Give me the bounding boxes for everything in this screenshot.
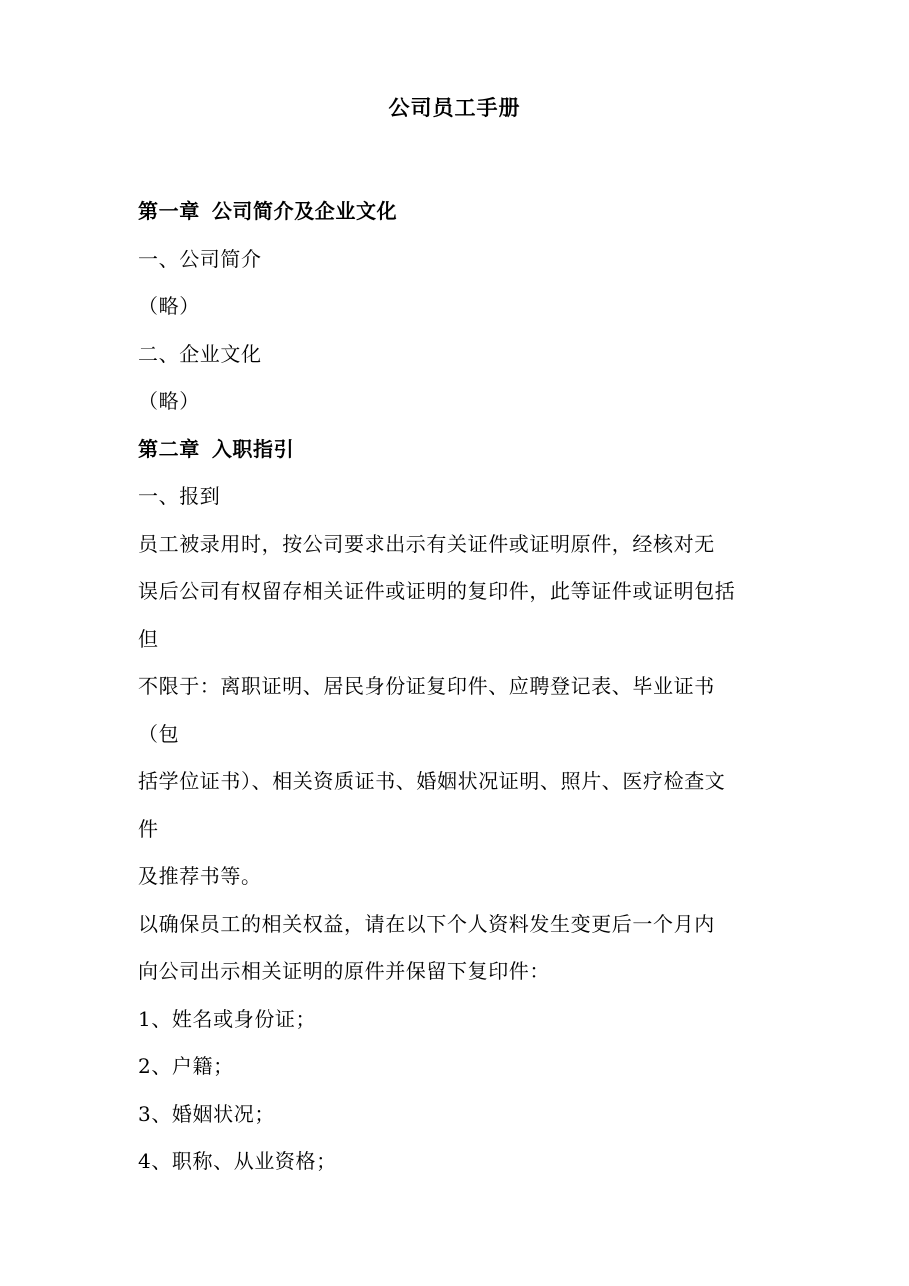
document-body [138,188,778,1186]
paragraph-line: 误后公司有权留存相关证件或证明的复印件，此等证件或证明包括 [138,579,736,603]
paragraph-line: 向公司出示相关证明的原件并保留下复印件： [138,959,550,983]
paragraph-line: 以确保员工的相关权益，请在以下个人资料发生变更后一个月内 [138,911,715,936]
paragraph-line: （包 [138,721,180,746]
paragraph-line: 括学位证书）、相关资质证书、婚姻状况证明、照片、医疗检查文 [138,769,726,793]
chapter-1-title: 公司简介及企业文化 [211,199,398,223]
chapter-2-title: 入职指引 [211,436,295,461]
list-item: 4、职称、从业资格； [138,1149,337,1173]
paragraph-line: 但 [138,626,159,651]
paragraph-line: 员工被录用时，按公司要求出示有关证件或证明原件，经核对无 [138,531,715,556]
paragraph-line: 不限于：离职证明、居民身份证复印件、应聘登记表、毕业证书 [138,674,715,698]
section-company-intro-heading: 一、公司简介 [138,246,262,271]
chapter-2-heading [138,426,778,474]
section-company-intro-body: （略） [138,294,200,318]
list-item: 2、户籍； [138,1054,234,1078]
chapter-1-label: 第一章 [138,199,200,223]
section-report-heading: 一、报到 [138,484,221,508]
paragraph-line: 件 [138,816,159,841]
chapter-2-label: 第二章 [138,436,200,461]
paragraph-line: 及推荐书等。 [138,864,262,888]
section-culture-body: （略） [138,389,200,413]
section-culture-heading: 二、企业文化 [138,341,262,366]
list-item: 1、姓名或身份证； [138,1006,317,1031]
chapter-1-heading [138,188,778,236]
document-title: 公司员工手册 [388,95,521,120]
list-item: 3、婚姻状况； [138,1101,275,1126]
